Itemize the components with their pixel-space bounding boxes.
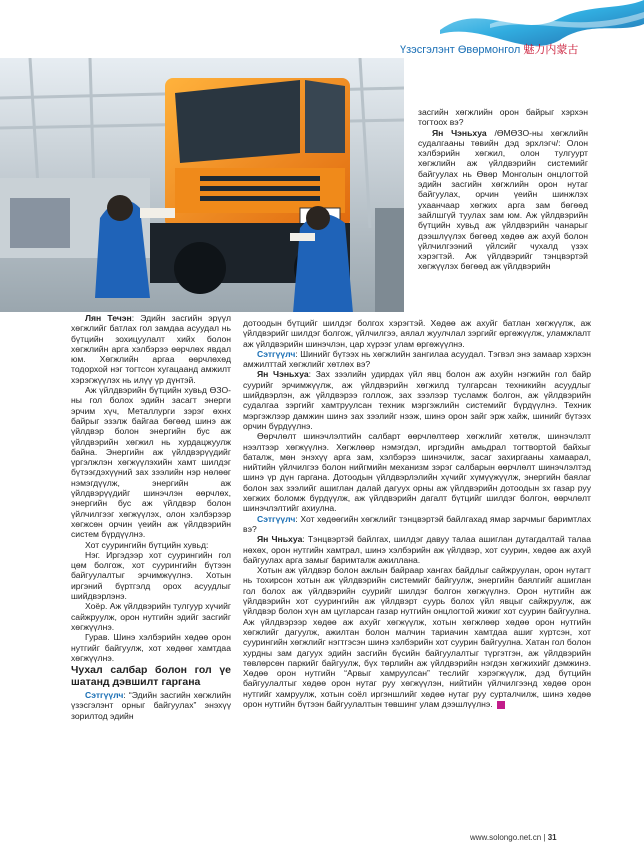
page-footer [470,833,557,842]
section-title [400,41,578,57]
paragraph-text: : Шинийг бүтээх нь хөгжлийн зангилаа асуудал. Тэгвэл энэ замаар хэрхэн амжилттай хөгжлийг хөтлөх вэ? [243,348,591,370]
journalist-label: Сэтгүүлч [257,348,296,359]
paragraph [243,565,591,709]
footer-url: www.solongo.net.cn [470,833,542,842]
paragraph [71,313,231,385]
paragraph [71,550,231,601]
paragraph-text: Хоёр. Аж үйлдвэрийн тулгуур хүчийг сайжруулж, орон нутгийн эдийг засгийг хөгжүүлнэ. [71,601,231,632]
paragraph [71,690,231,721]
paragraph [243,514,591,535]
paragraph-text: : Тэнцвэртэй байлгах, шилдэг давуу талаа ашиглан дутагдалтай талаа нөхөх, орон нутгийн хамтрал, шинэ хэлбэрийн аж үйлдвэр, хот суурин, хөдөө аж ахуй байгуулах арга замыг баримталж ажиллана. [243,534,591,565]
paragraph [418,128,588,272]
page-number: 31 [547,833,557,842]
paragraph [243,318,591,349]
factory-truck-photo [0,58,404,312]
paragraph [71,601,231,632]
paragraph-text: Нэг. Иргэдээр хот суурингийн гол цөм болгож, хот суурингийн бүтээн байгуулалтыг эрчимжүүлнэ. Хотын иргэний бүртгэлд орох асуудлыг шийдвэрлэнэ. [71,549,231,602]
paragraph-text: Аж үйлдвэрийн бүтцийн хувьд ӨЗО-ны гол болох эдийн засагт энерги эрчим хүч, Металлурги зэрэг өхнх байрыг эзэлж байгаа бөгөөд шинэ аж үйлдвэр болон энергийн бус аж үйлдвэрийн хөгжил нь хурдацжуулж байна. Энергийн аж үйлдвэрүүдийг үргэлжлэн хөгжүүлэхийн хамт шилдэг бүтээгдэхүүний зах зээлийн нэр нөлөөг нэмэгдүүлж, энергийн аж үйлдвэрүүдийг шинэчлэн өөрчлөх, энергийн бус аж үйлдвэр болон үйлчилгээг хөгжүүлэх, олон хэлбэрээр хөгжсөн орчин үеийн аж үйлдвэрийн систем бүрдүүлнэ. [71,385,231,540]
paragraph [71,540,231,550]
paragraph [71,385,231,539]
footer-separator: | [543,833,546,842]
article-end-icon [497,701,505,709]
speaker-name: Лян Течэн [85,313,132,323]
paragraph-text: Гурав. Шинэ хэлбэрийн хөдөө орон нутгийг байгуулж, хот хөдөөг хамтдаа хөгжүүлнэ. [71,632,231,663]
speaker-name: Ян Чэньхуа [432,127,487,138]
paragraph [243,431,591,513]
speaker-name: Ян Чньхуа [257,534,303,545]
paragraph-text: : Хот хөдөөгийн хөгжлийг тэнцвэртэй байлгахад ямар зарчмыг баримтлах вэ? [243,513,591,534]
paragraph [418,107,588,128]
paragraph-text: Өөрчлөлт шинэчлэлтийн салбарт өөрчлөлтөөр хөгжлийг хөтөлж, шинэчлэлт нээлтээр хөгжүүлнэ. Хөгжлөөр нэмэгдэл, иргэдийн амьдрал тогтвортой байхыг баталж, мөн энэхүү арга зам, хэлбэрээ шинэчилж, засаг захиргааны хамаарал, нийтийн үйлчилгээ болон нийгмийн механизм зэрэг салбарын өөрчлөлт шинэчлэлтэд шинэ үр дүн гаргана. Дотоодын үйлдвэрлэлийн хүчийг хүмүүжүүлж, энергийн баялаг болон зах зээлийг ашиглан далай дагуух орны аж үйлдвэрийн дотоодын зх газар руу хөгжих боломж бүрдүүлж, аж үйлдвэрийн дагалт бүтцийг шилдэг болгон, өөрчлөлт шинэчлэлтийг ахиулна. [243,431,591,514]
paragraph-text: Хотын аж үйлдвэр болон ажлын байраар хангах байдлыг сайжруулан, орон нутагт нь тохирсон хотын аж үйлдвэрийн системийг байгуулж, энергийн баялгийг ашиглан гол болох аж үйлдвэрийн суурийг шилдэг болгон хөгжүүлнэ. Орон нутгийн аж үйлдвэрийн хот суурингийн аж үйлдвэрт суурь болох үйл явцыг сайжруулж, аж үйлдвэр болон хүн ам цугларсан газар нутгийн онцлогтой жижиг хот суурин байгуулна. Аж үйлдвэрээр хөдөө аж ахуйг хөгжүүлж, хотын хөгжлөөр хөдөө орон нутгийн хөгжлийг дагуулж, ажилтан болон малчин тариачин хамтдаа ашиг хүртсэн, хот суурингийн хөгжлийг нэгтгэсэн шинэ хэлбэрийн хот суурин байгуулна. Хатан гол болон хурдны зам дагуух эдийн засгийн бүсийн байгуулалтыг түргэтгэн, аж үйлдвэрийн төвлөрсөн паркийг байгуулж, бүх төрлийн аж үйлдвэрийн нэгдэн хөгжихийг дэмжинэ. Хөдөө орон нутгийн “Арвыг хамруулсан” теслийг хэрэгжүүлж, дэд бүтцийн байгуулалтыг хөдөө орон нутаг руу хөгжүүлэн, нийтийн үйлчилгээнд хөдөө орон нутгийг хамруулж, хотын соёл иргэншлийг хөдөө нутаг руу сурталчилж, шинэ хөдөө орон нутгийн бүтээн байгуулалтын төвшинг улам дээшлүүлнэ. [243,565,591,709]
main-column-text [243,318,591,709]
journalist-label: Сэтгүүлч [85,690,124,701]
paragraph-text: Хот суурингийн бүтцийн хувьд: [85,539,209,550]
right-column-text [418,107,588,272]
paragraph-text: дотоодын бүтцийг шилдэг болгох хэрэгтэй. Хөдөө аж ахуйг батлан хөгжүүлж, аж үйлдвэрийг шилдэг болгож, үйлчилгээ, аялал жуулчлал зэргийг өргөжүүлж, уламжлалт аж үйлдвэрийн шинэчлэн, цар хүрээг улам өргөжүүлнэ. [243,318,591,349]
section-title-mn: Үзэсгэлэнт Өвөрмонгол [400,44,521,56]
speaker-name: Ян Чэньхуа [257,369,309,380]
journalist-label: Сэтгүүлч [257,513,296,524]
paragraph [243,534,591,565]
subheading: Чухал салбар болон гол үе шатанд дэвшилт гаргана [71,664,231,689]
left-column-text [71,313,231,721]
paragraph-text: : Зах зээлийн удирдах үйл явц болон аж ахуйн нэгжийн гол байр суурийг эрчимжүүлж, аж үйлдвэрийн хөгжилд тулгарсан техникийн асуудлыг шийдвэрлэн, аж үйлдвэрээ голлож, зах зээлээр тусламж болгон, аж үйлдвэрийн судалгаа зэргийг хамтруулсан техник мэргэжлийн системийг бүрдүүлнэ. Техник мэргэжлээр дамжин шинэ зах зээлийг нээж, шинэ орон зайг эрж хайж, шинийг бүтээх орчин бүрдүүлнэ. [243,369,591,431]
paragraph-text: засгийн хөгжлийн орон байрыг хэрхэн тогтоох вэ? [418,107,588,128]
paragraph-text: : Эдийн засгийн эрүүл хөгжлийг батлах гол замдаа асуудал нь бүтцийн зохицуулалт хийх болон хөгжлийн арга хэлбэрээ өөрчлөх явдал юм. Хөгжлийн аргаа өөрчлөхөд тодорхой нэг тогтсон хугацаанд амжилт хэрэгжүүлэх нь илүү үр дүнтэй. [71,313,231,385]
paragraph-text: : “Эдийн засгийн хөгжлийн үзэсгэлэнт орныг байгуулах” энэхүү зорилтод эдийн [71,690,231,721]
paragraph [243,349,591,370]
paragraph-text: /ӨМӨЗО-ны хөгжлийн судалгааны төвийн дэд эрхлэгч/: Олон хэлбэрийн хөгжил, олон тулгуурт хөгжлийн аж үйлдвэрийн системийг байгуулах нь Өвөр Монголын онцлогтой эдийн засгийн хөгжлийн орон нутаг байгуулах, орчин үеийн шинжлэх ухаанчаар хөгжих арга зам бөгөөд зайлшгүй туулах зам юм. Аж үйлдвэрийн бүтцийн хувьд аж үйлдвэрийн чанарыг дээшлүүлэх бөгөөд хөдөө аж ахуй болон үйлчилгээний үйлсийг чухалд үзэх хэрэгтэй. Аж үйлдвэрийг тэнцвэртэй хөгжүүлэх бөгөөд аж үйлдвэрийн [418,127,588,272]
section-title-cn: 魅力内蒙古 [523,44,579,56]
paragraph [243,369,591,431]
paragraph [71,632,231,663]
